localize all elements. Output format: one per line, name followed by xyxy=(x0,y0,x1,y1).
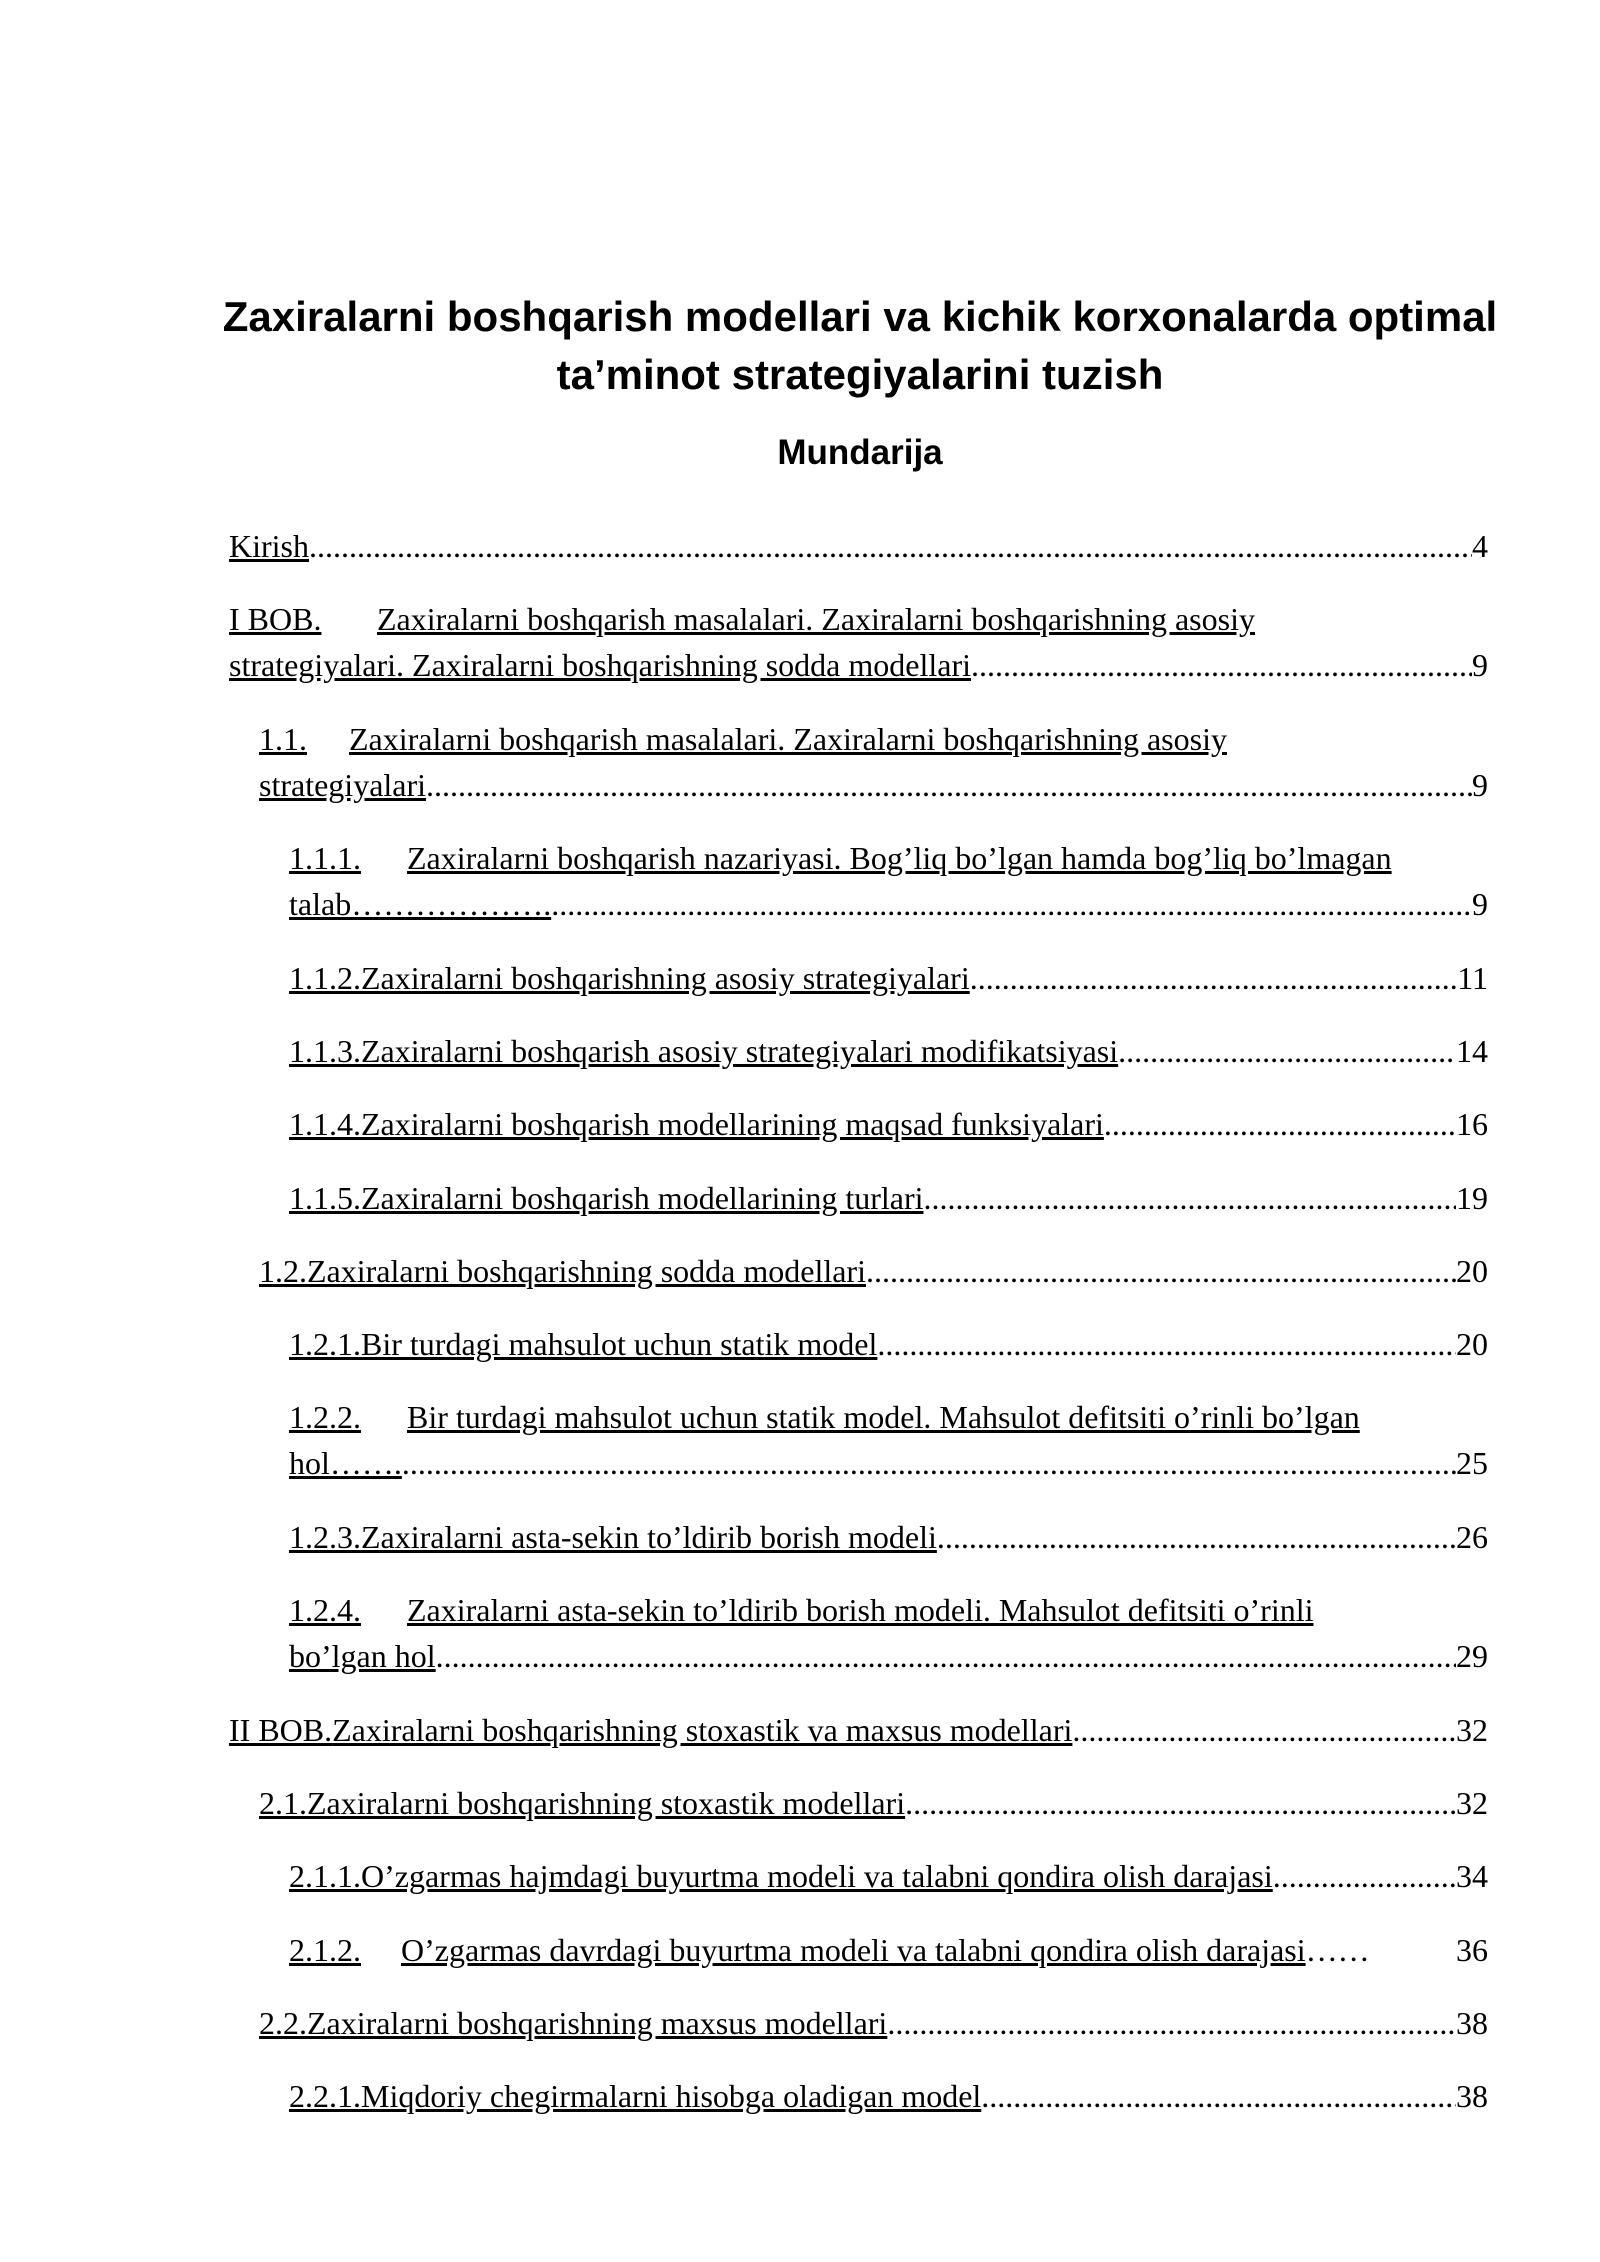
toc-leader-dots xyxy=(309,523,1472,569)
toc-entry-title[interactable]: Zaxiralarni asta-sekin to’ldirib borish modeli. Mahsulot defitsiti o’rinli xyxy=(407,1592,1314,1628)
toc-entry-number[interactable]: 1.1.1. xyxy=(289,840,361,876)
toc-entry-number[interactable]: 2.1.2. xyxy=(289,1932,361,1968)
toc-leader-dots xyxy=(551,881,1472,927)
toc-leader-dots xyxy=(877,1321,1456,1367)
toc-page-number: 38 xyxy=(1456,2005,1488,2041)
toc-entry-title-cont[interactable]: talab………………. xyxy=(289,886,552,922)
toc-leader-dots xyxy=(866,1248,1456,1294)
toc-page-number: 9 xyxy=(1472,767,1488,803)
toc-entry-1-1[interactable] xyxy=(259,716,1488,762)
toc-page-number: 34 xyxy=(1456,1858,1488,1894)
toc-entry-number[interactable]: II BOB. xyxy=(229,1712,333,1748)
toc-entry-title[interactable]: Zaxiralarni boshqarishning stoxastik modellari xyxy=(307,1785,906,1821)
toc-page-number: 32 xyxy=(1456,1712,1488,1748)
toc-entry-title[interactable]: Zaxiralarni boshqarish nazariyasi. Bog’liq bo’lgan hamda bog’liq bo’lmagan xyxy=(407,840,1392,876)
toc-entry-title[interactable]: Zaxiralarni boshqarish masalalari. Zaxiralarni boshqarishning asosiy xyxy=(349,721,1227,757)
toc-page-number: 4 xyxy=(1472,528,1488,564)
toc-entry-1-2[interactable] xyxy=(259,1248,1488,1294)
toc-entry-1-1-5[interactable] xyxy=(289,1175,1488,1221)
toc-leader-ellipsis: …… xyxy=(1305,1932,1370,1968)
toc-entry-title-cont[interactable]: hol……. xyxy=(289,1445,402,1481)
toc-entry-title-cont[interactable]: strategiyalari. Zaxiralarni boshqarishning sodda modellari xyxy=(229,647,971,683)
toc-page-number: 20 xyxy=(1456,1326,1488,1362)
toc-entry-title-cont[interactable]: bo’lgan hol xyxy=(289,1638,436,1674)
toc-leader-dots xyxy=(426,762,1472,808)
toc-entry-1-2-2-cont[interactable] xyxy=(289,1440,1488,1486)
toc-entry-number[interactable]: 1.1.2. xyxy=(289,960,361,996)
toc-page-number: 32 xyxy=(1456,1785,1488,1821)
toc-entry-1-1-cont[interactable] xyxy=(259,762,1488,808)
toc-entry-1-1-4[interactable] xyxy=(289,1101,1488,1147)
toc-entry-1-2-4-cont[interactable] xyxy=(289,1633,1488,1679)
toc-entry-number[interactable]: 1.1.5. xyxy=(289,1180,361,1216)
toc-page-number: 26 xyxy=(1456,1519,1488,1555)
toc-entry-1-2-2[interactable] xyxy=(289,1394,1488,1440)
toc-entry-title[interactable]: Zaxiralarni boshqarishning asosiy strategiyalari xyxy=(361,960,970,996)
toc-entry-1-2-1[interactable] xyxy=(289,1321,1488,1367)
toc-entry-title[interactable]: Zaxiralarni boshqarish masalalari. Zaxiralarni boshqarishning asosiy xyxy=(377,601,1255,637)
toc-entry-chapter-2[interactable] xyxy=(229,1707,1488,1753)
toc-page-number: 19 xyxy=(1456,1180,1488,1216)
toc-entry-2-1-2[interactable] xyxy=(289,1927,1488,1973)
toc-page-number: 11 xyxy=(1457,960,1488,996)
toc-entry-title[interactable]: Miqdoriy chegirmalarni hisobga oladigan model xyxy=(361,2078,982,2114)
toc-entry-number[interactable]: 2.1. xyxy=(259,1785,307,1821)
toc-leader-dots xyxy=(971,642,1472,688)
toc-entry-title[interactable]: Zaxiralarni boshqarishning maxsus modellari xyxy=(307,2005,888,2041)
toc-page-number: 36 xyxy=(1456,1932,1488,1968)
toc-entry-number[interactable]: 2.1.1. xyxy=(289,1858,361,1894)
toc-leader-dots xyxy=(970,955,1457,1001)
toc-entry-1-1-2[interactable] xyxy=(289,955,1488,1001)
toc-heading: Mundarija xyxy=(777,433,943,472)
toc-entry-kirish[interactable] xyxy=(229,523,1488,569)
toc-page-number: 25 xyxy=(1456,1445,1488,1481)
toc-leader-dots xyxy=(1104,1101,1456,1147)
toc-entry-title[interactable]: Zaxiralarni boshqarishning stoxastik va maxsus modellari xyxy=(332,1712,1073,1748)
toc-entry-title[interactable]: O’zgarmas hajmdagi buyurtma modeli va talabni qondira olish darajasi xyxy=(361,1858,1273,1894)
toc-entry-2-2[interactable] xyxy=(259,2000,1488,2046)
toc-entry-number[interactable]: 1.2. xyxy=(259,1253,307,1289)
toc-entry-chapter-1[interactable] xyxy=(229,596,1488,642)
toc-leader-dots xyxy=(981,2073,1456,2119)
toc-entry-number[interactable]: I BOB. xyxy=(229,601,322,637)
toc-page-number: 20 xyxy=(1456,1253,1488,1289)
toc-leader-dots xyxy=(937,1514,1456,1560)
toc-page-number: 38 xyxy=(1456,2078,1488,2114)
toc-entry-number[interactable]: 2.2.1. xyxy=(289,2078,361,2114)
toc-leader-dots xyxy=(1072,1707,1456,1753)
toc-leader-dots xyxy=(887,2000,1456,2046)
toc-entry-1-1-1-cont[interactable] xyxy=(289,881,1488,927)
toc-leader-dots xyxy=(436,1633,1456,1679)
toc-entry-title[interactable]: O’zgarmas davrdagi buyurtma modeli va talabni qondira olish darajasi xyxy=(401,1932,1306,1968)
document-title-line-2: ta’minot strategiyalarini tuzish xyxy=(556,351,1164,398)
toc-entry-1-1-1[interactable] xyxy=(289,835,1488,881)
toc-entry-number[interactable]: 1.1. xyxy=(259,721,307,757)
toc-leader-dots xyxy=(402,1440,1456,1486)
toc-entry-1-2-3[interactable] xyxy=(289,1514,1488,1560)
toc-entry-2-1[interactable] xyxy=(259,1780,1488,1826)
document-title-line-1: Zaxiralarni boshqarish modellari va kichik korxonalarda optimal xyxy=(222,293,1498,340)
toc-leader-dots xyxy=(924,1175,1457,1221)
toc-entry-title[interactable]: Zaxiralarni boshqarish modellarining turlari xyxy=(361,1180,924,1216)
toc-entry-title[interactable]: Zaxiralarni boshqarishning sodda modellari xyxy=(307,1253,866,1289)
toc-entry-number[interactable]: 1.2.3. xyxy=(289,1519,361,1555)
toc-leader-dots xyxy=(905,1780,1456,1826)
toc-entry-number[interactable]: 1.2.4. xyxy=(289,1592,361,1628)
toc-page-number: 29 xyxy=(1456,1638,1488,1674)
toc-entry-number[interactable]: 1.2.2. xyxy=(289,1399,361,1435)
toc-entry-number[interactable]: 1.2.1. xyxy=(289,1326,361,1362)
toc-entry-title[interactable]: Bir turdagi mahsulot uchun statik model xyxy=(361,1326,878,1362)
toc-entry-1-2-4[interactable] xyxy=(289,1587,1488,1633)
toc-entry-title[interactable]: Zaxiralarni boshqarish asosiy strategiyalari modifikatsiyasi xyxy=(361,1033,1119,1069)
toc-entry-title-cont[interactable]: strategiyalari xyxy=(259,767,427,803)
toc-entry-1-1-3[interactable] xyxy=(289,1028,1488,1074)
toc-page-number: 16 xyxy=(1456,1106,1488,1142)
toc-page-number: 14 xyxy=(1456,1033,1488,1069)
toc-entry-2-2-1[interactable] xyxy=(289,2073,1488,2119)
toc-entry-title[interactable]: Zaxiralarni asta-sekin to’ldirib borish modeli xyxy=(361,1519,937,1555)
toc-page-number: 9 xyxy=(1472,886,1488,922)
toc-page-number: 9 xyxy=(1472,647,1488,683)
toc-entry-label[interactable]: Kirish xyxy=(229,528,309,564)
toc-leader-dots xyxy=(1273,1853,1456,1899)
toc-entry-title[interactable]: Bir turdagi mahsulot uchun statik model. Mahsulot defitsiti o’rinli bo’lgan xyxy=(407,1399,1360,1435)
toc-leader-dots xyxy=(1118,1028,1456,1074)
toc-entry-number[interactable]: 2.2. xyxy=(259,2005,307,2041)
toc-entry-number[interactable]: 1.1.4. xyxy=(289,1106,361,1142)
toc-entry-chapter-1-cont[interactable] xyxy=(229,642,1488,688)
toc-entry-title[interactable]: Zaxiralarni boshqarish modellarining maqsad funksiyalari xyxy=(361,1106,1104,1142)
toc-entry-number[interactable]: 1.1.3. xyxy=(289,1033,361,1069)
toc-entry-2-1-1[interactable] xyxy=(289,1853,1488,1899)
